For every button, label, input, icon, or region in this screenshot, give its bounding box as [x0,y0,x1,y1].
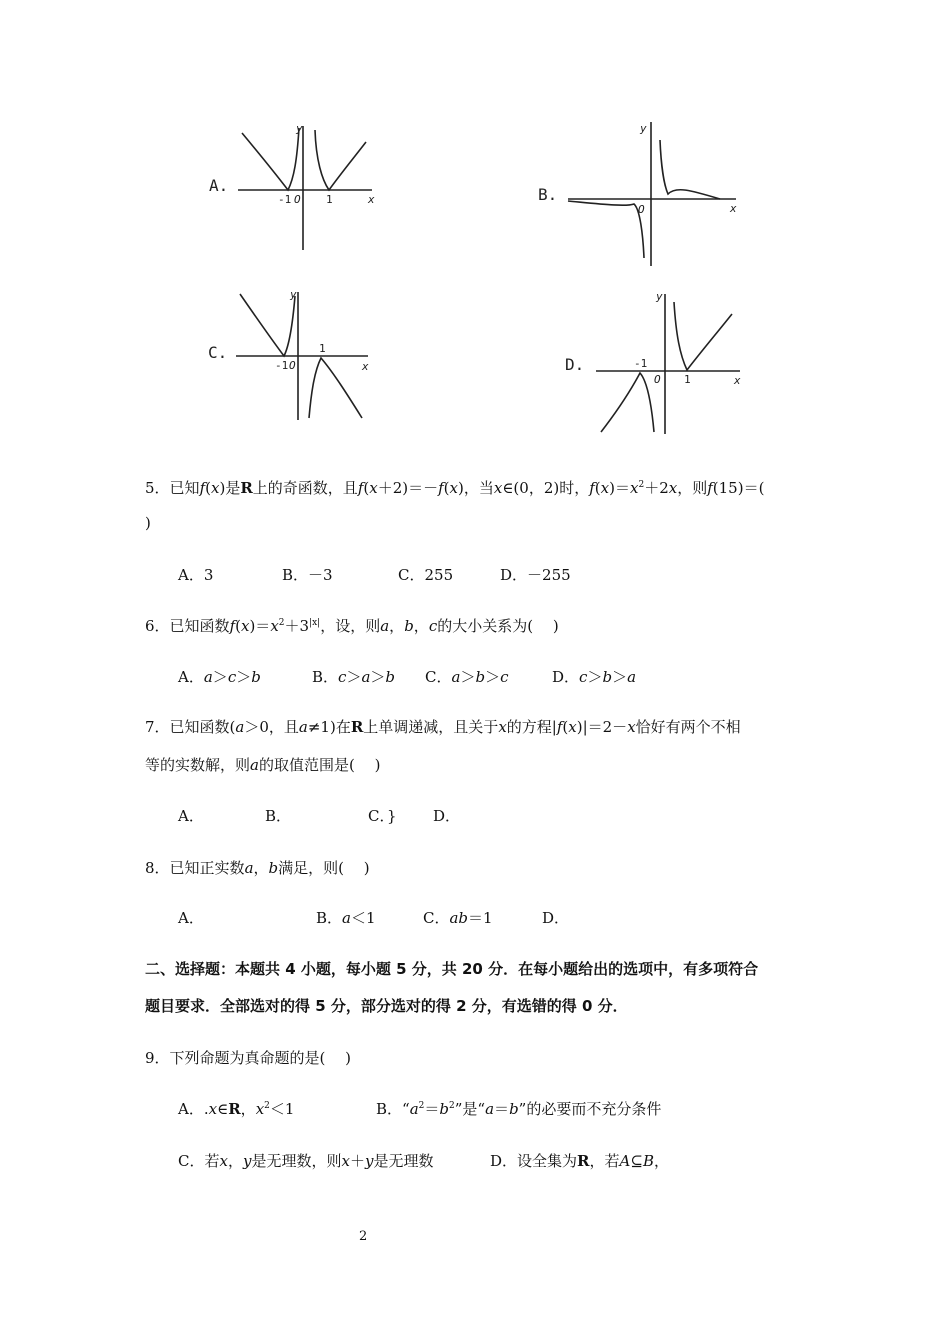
q5-option-a: A．3 [178,566,214,584]
q5-option-b: B．－3 [282,566,333,584]
svg-text:x: x [362,360,369,373]
q6-option-a: A．a＞c＞b [178,668,261,686]
question-8: 8．已知正实数a，b满足，则( ) [145,859,370,877]
q9-option-c: C．若x，y是无理数，则x＋y是无理数 [178,1152,434,1170]
page-number: 2 [359,1229,368,1244]
svg-text:-1: -1 [634,357,648,370]
question-5: 5．已知f(x)是R上的奇函数，且f(x＋2)＝－f(x)，当x∈(0，2)时，$f(x)=x^2+2x$，则f(15)＝( [145,479,765,497]
graph-label-b: B. [538,185,558,204]
graph-label-a: A. [209,176,229,195]
svg-text:O: O [654,373,661,386]
question-7: 7．已知函数(a＞0，且a≠1)在R上单调递减，且关于x的方程|f(x)|＝2－x恰好有两个不相 [145,718,741,736]
svg-text:1: 1 [684,373,691,386]
q9-option-b: B．“$a^2=b^2$”是“a＝b”的必要而不充分条件 [376,1100,662,1118]
svg-text:-1: -1 [275,359,289,372]
graph-d [596,294,740,434]
svg-text:1: 1 [319,342,326,355]
question-5-close: ) [145,514,151,532]
q7-option-b: B． [265,807,292,825]
graph-b [568,122,736,266]
q9-option-a: A．.x∈R，$x^2<1$ [178,1100,295,1118]
svg-text:y: y [296,122,303,135]
q9-option-d: D．设全集为R，若A⊆B， [490,1152,669,1170]
question-9: 9．下列命题为真命题的是( ) [145,1049,352,1067]
svg-text:x: x [368,193,375,206]
svg-text:O: O [289,359,296,372]
svg-text:-1: -1 [278,193,292,206]
svg-text:O: O [638,203,645,216]
q7-option-d: D． [433,807,461,825]
q8-option-a: A． [178,909,204,927]
svg-text:y: y [640,122,647,135]
q7-option-c: C．} [368,807,397,825]
svg-text:1: 1 [326,193,333,206]
svg-text:y: y [290,288,297,301]
graph-label-c: C. [208,343,228,362]
graph-a [238,126,372,250]
graph-c [236,292,368,420]
q8-option-c: C．ab＝1 [423,909,493,927]
q8-option-b: B．a＜1 [316,909,376,927]
svg-text:x: x [730,202,737,215]
svg-text:O: O [294,193,301,206]
section-2-heading: 二、选择题：本题共 4 小题，每小题 5 分，共 20 分．在每小题给出的选项中，有多项符合 [145,960,759,978]
q8-option-d: D． [542,909,570,927]
graph-label-d: D. [565,355,585,374]
q5-option-c: C．255 [398,566,454,584]
q6-option-d: D．c＞b＞a [552,668,637,686]
svg-text:x: x [734,374,741,387]
function-graphs [0,0,950,450]
q6-option-b: B．c＞a＞b [312,668,396,686]
question-7-line2: 等的实数解，则a的取值范围是( ) [145,756,381,774]
q5-option-d: D．－255 [500,566,571,584]
q6-option-c: C．a＞b＞c [425,668,509,686]
q7-option-a: A． [178,807,204,825]
svg-text:y: y [656,290,663,303]
section-2-heading-line2: 题目要求．全部选对的得 5 分，部分选对的得 2 分，有选错的得 0 分． [145,997,628,1015]
question-6: 6．已知函数$f(x)=x^2+3^{|x|}$，设，则a，b，c的大小关系为( ) [145,617,559,635]
